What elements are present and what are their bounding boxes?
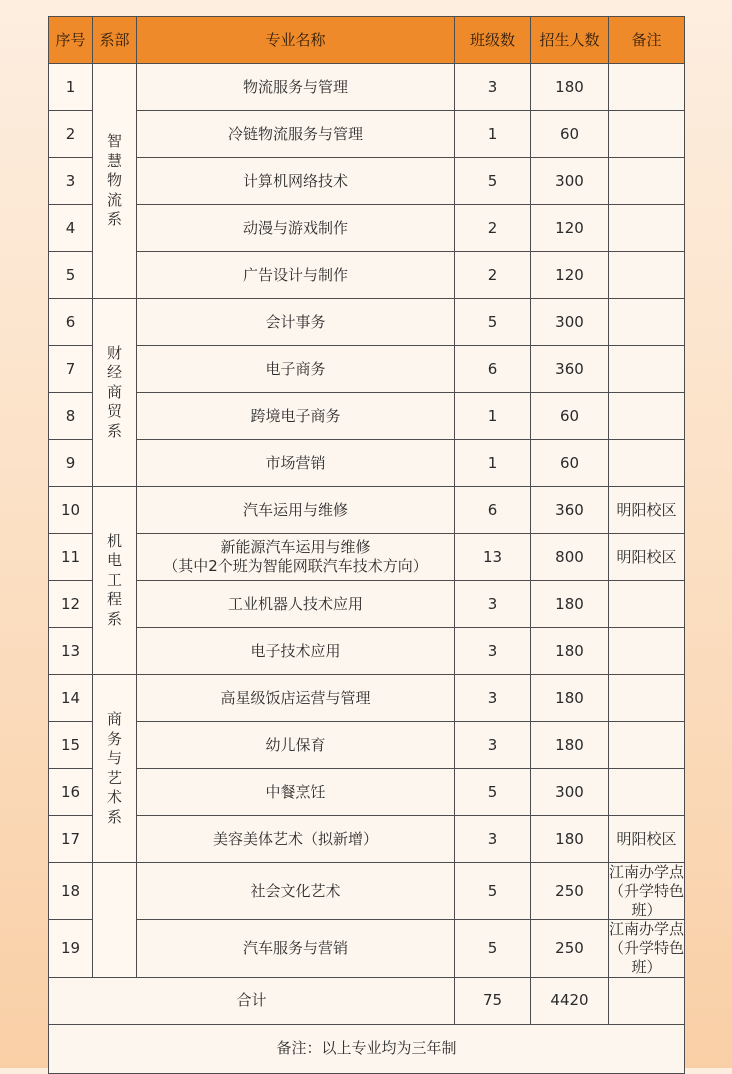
- table-row: [49, 816, 685, 863]
- row-note: [609, 722, 685, 769]
- row-note: [609, 158, 685, 205]
- major-name: 广告设计与制作: [242, 265, 348, 284]
- table-row: [49, 205, 685, 252]
- note-subtext: （升学特色班）: [609, 939, 685, 976]
- major-name: 幼儿保育: [265, 735, 326, 754]
- header-row: [49, 17, 685, 64]
- row-classes: 5: [455, 299, 531, 346]
- major-name: 计算机网络技术: [242, 171, 348, 190]
- enrollment-table: [48, 16, 685, 1074]
- row-students: 300: [531, 158, 609, 205]
- row-major: [137, 863, 455, 920]
- row-classes: 1: [455, 111, 531, 158]
- table-row: [49, 534, 685, 581]
- row-major: [137, 534, 455, 581]
- row-major: [137, 393, 455, 440]
- row-seq: 7: [49, 346, 93, 393]
- dept-cell: [93, 675, 137, 863]
- row-seq: 12: [49, 581, 93, 628]
- row-note: [609, 769, 685, 816]
- note-text: 明阳校区: [616, 500, 677, 519]
- row-note: [609, 440, 685, 487]
- row-students: 180: [531, 722, 609, 769]
- row-classes: 3: [455, 581, 531, 628]
- row-major: [137, 158, 455, 205]
- major-name: 动漫与游戏制作: [242, 218, 348, 237]
- header-students: 招生人数: [531, 17, 609, 64]
- row-note: [609, 393, 685, 440]
- dept-cell: [93, 863, 137, 978]
- row-major: [137, 299, 455, 346]
- major-name: 美容美体艺术（拟新增）: [212, 829, 378, 848]
- major-name: 社会文化艺术: [250, 881, 341, 900]
- row-major: [137, 205, 455, 252]
- row-major: [137, 920, 455, 977]
- row-seq: 13: [49, 628, 93, 675]
- row-students: 250: [531, 863, 609, 920]
- table-row: [49, 487, 685, 534]
- major-name: 工业机器人技术应用: [227, 594, 363, 613]
- table-row: [49, 920, 685, 977]
- row-classes: 5: [455, 769, 531, 816]
- major-subtitle: （其中2个班为智能网联汽车技术方向）: [163, 557, 428, 575]
- row-classes: 3: [455, 675, 531, 722]
- row-classes: 2: [455, 252, 531, 299]
- row-classes: 6: [455, 487, 531, 534]
- dept-cell: [93, 487, 137, 675]
- row-major: [137, 816, 455, 863]
- row-students: 180: [531, 64, 609, 111]
- total-students: 4420: [531, 977, 609, 1024]
- row-seq: 11: [49, 534, 93, 581]
- row-students: 180: [531, 581, 609, 628]
- row-major: [137, 64, 455, 111]
- note-text: 江南办学点: [609, 920, 685, 939]
- row-seq: 14: [49, 675, 93, 722]
- row-major: [137, 440, 455, 487]
- row-classes: 3: [455, 628, 531, 675]
- dept-name: 财经商贸系: [107, 343, 123, 440]
- row-note: [609, 205, 685, 252]
- row-seq: 6: [49, 299, 93, 346]
- major-name: 新能源汽车运用与维修: [220, 538, 371, 557]
- dept-cell: [93, 64, 137, 299]
- total-classes: 75: [455, 977, 531, 1024]
- table-row: [49, 581, 685, 628]
- table-body: [49, 64, 685, 978]
- row-major: [137, 722, 455, 769]
- row-students: 60: [531, 393, 609, 440]
- row-students: 180: [531, 816, 609, 863]
- row-seq: 3: [49, 158, 93, 205]
- note-text: 明阳校区: [616, 829, 677, 848]
- row-students: 120: [531, 205, 609, 252]
- major-name: 跨境电子商务: [250, 406, 341, 425]
- major-name: 冷链物流服务与管理: [227, 124, 363, 143]
- row-students: 360: [531, 487, 609, 534]
- row-major: [137, 346, 455, 393]
- row-note: [609, 628, 685, 675]
- row-classes: 3: [455, 722, 531, 769]
- table-row: [49, 111, 685, 158]
- note-text: 明阳校区: [616, 547, 677, 566]
- row-seq: 4: [49, 205, 93, 252]
- row-classes: 5: [455, 158, 531, 205]
- row-classes: 1: [455, 393, 531, 440]
- major-name: 物流服务与管理: [242, 77, 348, 96]
- row-note: [609, 299, 685, 346]
- table-row: [49, 722, 685, 769]
- footnote: 备注：以上专业均为三年制: [49, 1024, 685, 1073]
- row-seq: 8: [49, 393, 93, 440]
- major-name: 会计事务: [265, 312, 326, 331]
- row-seq: 16: [49, 769, 93, 816]
- row-students: 180: [531, 675, 609, 722]
- dept-name: 机电工程系: [107, 531, 123, 628]
- header-classes: 班级数: [455, 17, 531, 64]
- header-major: 专业名称: [137, 17, 455, 64]
- row-seq: 19: [49, 920, 93, 977]
- table-row: [49, 346, 685, 393]
- header-seq: 序号: [49, 17, 93, 64]
- row-note: [609, 346, 685, 393]
- total-note: [609, 977, 685, 1024]
- dept-cell: [93, 299, 137, 487]
- row-note: [609, 111, 685, 158]
- table-row: [49, 628, 685, 675]
- row-classes: 2: [455, 205, 531, 252]
- row-classes: 1: [455, 440, 531, 487]
- row-major: [137, 111, 455, 158]
- dept-name: 智慧物流系: [107, 132, 123, 229]
- row-seq: 9: [49, 440, 93, 487]
- row-seq: 10: [49, 487, 93, 534]
- note-text: 江南办学点: [609, 863, 685, 881]
- row-students: 60: [531, 440, 609, 487]
- row-note: [609, 252, 685, 299]
- major-name: 市场营销: [265, 453, 326, 472]
- header-dept: 系部: [93, 17, 137, 64]
- row-major: [137, 252, 455, 299]
- table-row: [49, 64, 685, 111]
- row-students: 120: [531, 252, 609, 299]
- row-major: [137, 675, 455, 722]
- major-name: 电子商务: [265, 359, 326, 378]
- table-row: [49, 675, 685, 722]
- row-seq: 18: [49, 863, 93, 920]
- table-row: [49, 863, 685, 920]
- row-students: 250: [531, 920, 609, 977]
- footnote-row: [49, 1024, 685, 1073]
- table-row: [49, 440, 685, 487]
- row-students: 360: [531, 346, 609, 393]
- row-major: [137, 628, 455, 675]
- row-students: 300: [531, 769, 609, 816]
- row-students: 300: [531, 299, 609, 346]
- row-major: [137, 769, 455, 816]
- major-name: 中餐烹饪: [265, 782, 326, 801]
- total-label: 合计: [49, 977, 455, 1024]
- row-note: [609, 487, 685, 534]
- row-classes: 3: [455, 816, 531, 863]
- row-students: 180: [531, 628, 609, 675]
- row-students: 800: [531, 534, 609, 581]
- row-students: 60: [531, 111, 609, 158]
- row-major: [137, 581, 455, 628]
- row-note: [609, 816, 685, 863]
- major-name: 电子技术应用: [250, 641, 341, 660]
- row-note: [609, 863, 685, 920]
- total-row: [49, 977, 685, 1024]
- table-row: [49, 158, 685, 205]
- row-seq: 15: [49, 722, 93, 769]
- major-name: 汽车运用与维修: [242, 500, 348, 519]
- major-name: 汽车服务与营销: [242, 939, 348, 957]
- row-note: [609, 581, 685, 628]
- row-note: [609, 534, 685, 581]
- row-major: [137, 487, 455, 534]
- row-seq: 2: [49, 111, 93, 158]
- table-row: [49, 393, 685, 440]
- row-seq: 5: [49, 252, 93, 299]
- row-note: [609, 64, 685, 111]
- row-classes: 5: [455, 863, 531, 920]
- dept-name: 商务与艺术系: [107, 710, 123, 826]
- note-subtext: （升学特色班）: [609, 881, 685, 919]
- row-classes: 3: [455, 64, 531, 111]
- row-classes: 5: [455, 920, 531, 977]
- major-name: 高星级饭店运营与管理: [220, 688, 371, 707]
- row-classes: 6: [455, 346, 531, 393]
- row-classes: 13: [455, 534, 531, 581]
- row-seq: 17: [49, 816, 93, 863]
- header-note: 备注: [609, 17, 685, 64]
- table-row: [49, 299, 685, 346]
- table-row: [49, 252, 685, 299]
- table-row: [49, 769, 685, 816]
- row-note: [609, 920, 685, 977]
- row-seq: 1: [49, 64, 93, 111]
- row-note: [609, 675, 685, 722]
